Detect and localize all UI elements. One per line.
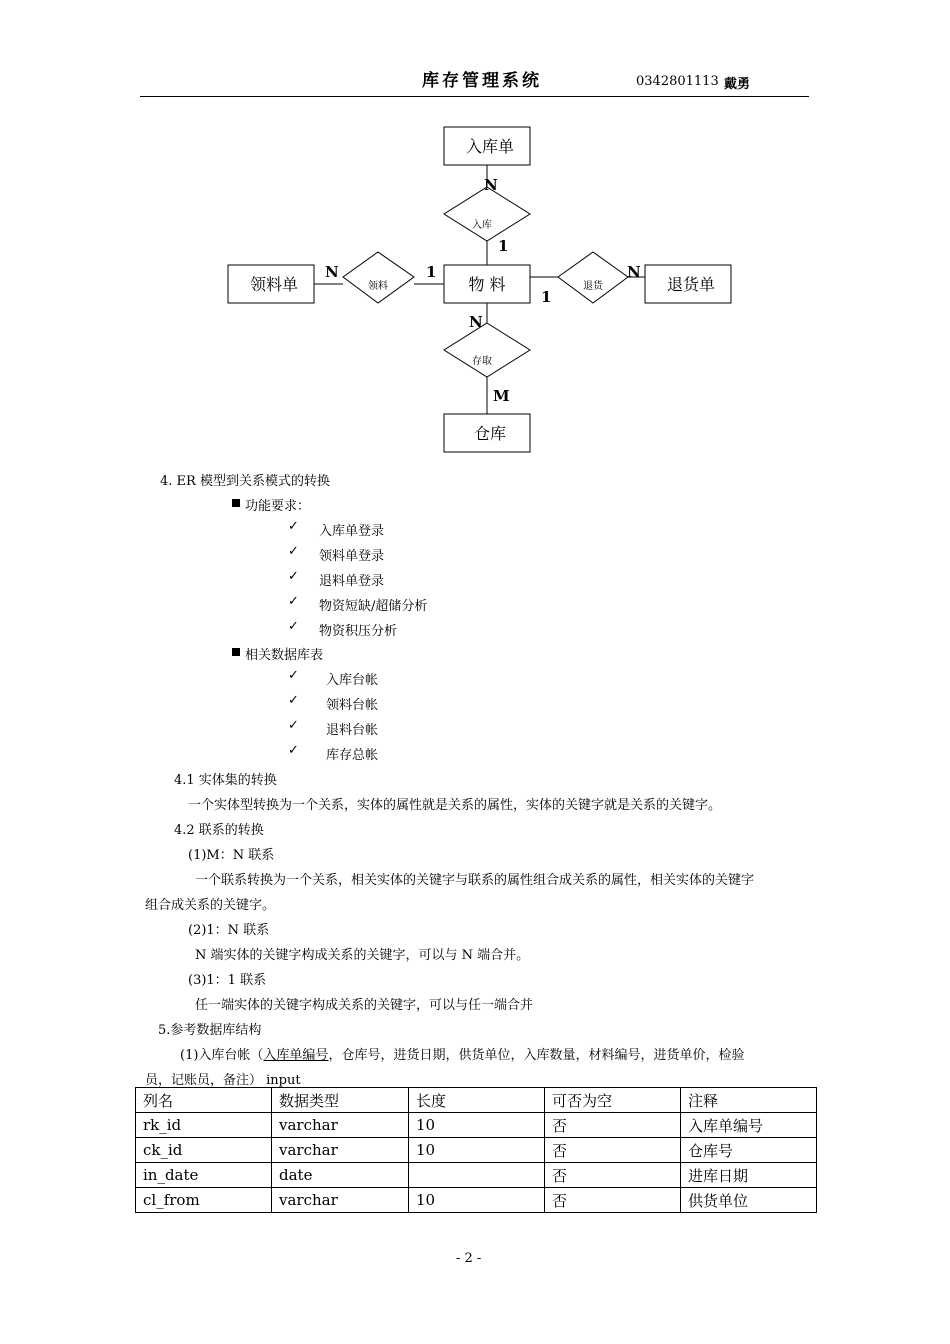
primary-key-label: 入库单编号 bbox=[263, 1048, 329, 1063]
db-item: 退料台帐 bbox=[326, 723, 379, 738]
card-left-n: N bbox=[325, 263, 339, 281]
table-cell: varchar bbox=[272, 1188, 409, 1213]
relation-requisition bbox=[343, 252, 414, 303]
relation-requisition-label: 领料 bbox=[368, 281, 388, 292]
db-item: 领料台帐 bbox=[326, 698, 379, 713]
func-heading: 功能要求： bbox=[245, 499, 311, 514]
bullet-square-icon bbox=[232, 648, 240, 656]
entity-requisition-label: 领料单 bbox=[249, 275, 299, 294]
func-item: 物资短缺/超储分析 bbox=[319, 599, 428, 614]
table-row bbox=[136, 1113, 817, 1138]
table-cell: varchar bbox=[272, 1138, 409, 1163]
mn-title: (1)M：N 联系 bbox=[188, 848, 275, 863]
entity-return-label: 退货单 bbox=[666, 275, 716, 294]
db-heading: 相关数据库表 bbox=[245, 648, 324, 663]
table-cell bbox=[409, 1163, 545, 1188]
check-icon: ✓ bbox=[288, 619, 299, 634]
section5-title: 5.参考数据库结构 bbox=[158, 1023, 262, 1038]
input-table bbox=[135, 1087, 817, 1213]
entity-warehouse-label: 仓库 bbox=[473, 424, 507, 443]
table-cell: 仓库号 bbox=[681, 1138, 817, 1163]
table-cell: 10 bbox=[409, 1113, 545, 1138]
section41-text: 一个实体型转换为一个关系，实体的属性就是关系的属性，实体的关键字就是关系的关键字。 bbox=[188, 798, 722, 813]
func-item: 领料单登录 bbox=[319, 549, 385, 564]
er-diagram bbox=[0, 0, 950, 470]
line1-rest: ，仓库号，进货日期，供货单位，入库数量，材料编号，进货单价，检验 bbox=[328, 1048, 745, 1063]
section42-title: 4.2 联系的转换 bbox=[174, 823, 264, 838]
entity-inbound-order-label: 入库单 bbox=[465, 137, 515, 156]
check-icon: ✓ bbox=[288, 544, 299, 559]
table-header: 注释 bbox=[681, 1088, 817, 1113]
header-title: 库存管理系统 bbox=[422, 71, 542, 91]
check-icon: ✓ bbox=[288, 743, 299, 758]
table-cell: 否 bbox=[545, 1163, 681, 1188]
entity-material-label: 物 料 bbox=[468, 275, 506, 294]
check-icon: ✓ bbox=[288, 693, 299, 708]
relation-inbound bbox=[444, 187, 530, 241]
table-cell: cl_from bbox=[136, 1188, 272, 1213]
one-text: 任一端实体的关键字构成关系的关键字，可以与任一端合并 bbox=[195, 998, 534, 1013]
table-header: 数据类型 bbox=[272, 1088, 409, 1113]
db-item: 库存总帐 bbox=[326, 748, 379, 763]
relation-return bbox=[558, 252, 628, 303]
table-cell: date bbox=[272, 1163, 409, 1188]
table-row bbox=[136, 1163, 817, 1188]
table-cell: 10 bbox=[409, 1138, 545, 1163]
section4-title: 4. ER 模型到关系模式的转换 bbox=[160, 474, 330, 489]
table-cell: 供货单位 bbox=[681, 1188, 817, 1213]
card-top-1: 1 bbox=[498, 237, 509, 255]
n1-title: (2)1：N 联系 bbox=[188, 923, 270, 938]
table-row bbox=[136, 1188, 817, 1213]
func-item: 入库单登录 bbox=[319, 524, 385, 539]
relation-storage-label: 存取 bbox=[472, 356, 492, 367]
section5-line1 bbox=[180, 1044, 744, 1063]
mn-text-line2: 组合成关系的关键字。 bbox=[145, 898, 276, 913]
table-cell: 否 bbox=[545, 1138, 681, 1163]
table-cell: 否 bbox=[545, 1188, 681, 1213]
relation-return-label: 退货 bbox=[583, 281, 603, 292]
db-item: 入库台帐 bbox=[326, 673, 379, 688]
check-icon: ✓ bbox=[288, 569, 299, 584]
card-bottom-m: M bbox=[493, 387, 510, 405]
table-cell: 10 bbox=[409, 1188, 545, 1213]
one-title: (3)1：1 联系 bbox=[188, 973, 267, 988]
table-cell: varchar bbox=[272, 1113, 409, 1138]
func-item: 退料单登录 bbox=[319, 574, 385, 589]
table-cell: 进库日期 bbox=[681, 1163, 817, 1188]
check-icon: ✓ bbox=[288, 594, 299, 609]
check-icon: ✓ bbox=[288, 718, 299, 733]
relation-inbound-label: 入库 bbox=[472, 220, 492, 231]
table-cell: rk_id bbox=[136, 1113, 272, 1138]
relation-storage bbox=[444, 323, 530, 377]
n1-text: N 端实体的关键字构成关系的关键字，可以与 N 端合并。 bbox=[195, 948, 530, 963]
table-cell: in_date bbox=[136, 1163, 272, 1188]
table-cell: 入库单编号 bbox=[681, 1113, 817, 1138]
line1-prefix: (1)入库台帐（ bbox=[180, 1048, 264, 1063]
section41-title: 4.1 实体集的转换 bbox=[174, 773, 277, 788]
check-icon: ✓ bbox=[288, 668, 299, 683]
table-header-row bbox=[136, 1088, 817, 1113]
card-top-n: N bbox=[484, 176, 498, 194]
card-right-1: 1 bbox=[541, 288, 552, 306]
table-header: 可否为空 bbox=[545, 1088, 681, 1113]
bullet-square-icon bbox=[232, 499, 240, 507]
header-student-id: 0342801113 bbox=[636, 74, 719, 89]
card-right-n: N bbox=[627, 263, 641, 281]
card-left-1: 1 bbox=[426, 263, 437, 281]
section5-line2: 员，记账员，备注） input bbox=[145, 1073, 301, 1088]
table-cell: ck_id bbox=[136, 1138, 272, 1163]
page-number: - 2 - bbox=[456, 1251, 482, 1266]
header-author: 戴勇 bbox=[724, 77, 751, 92]
table-row bbox=[136, 1138, 817, 1163]
table-header: 长度 bbox=[409, 1088, 545, 1113]
table-header: 列名 bbox=[136, 1088, 272, 1113]
table-cell: 否 bbox=[545, 1113, 681, 1138]
mn-text-line1: 一个联系转换为一个关系，相关实体的关键字与联系的属性组合成关系的属性，相关实体的关键字 bbox=[195, 873, 755, 888]
check-icon: ✓ bbox=[288, 519, 299, 534]
card-bottom-n: N bbox=[469, 313, 483, 331]
func-item: 物资积压分析 bbox=[319, 624, 398, 639]
